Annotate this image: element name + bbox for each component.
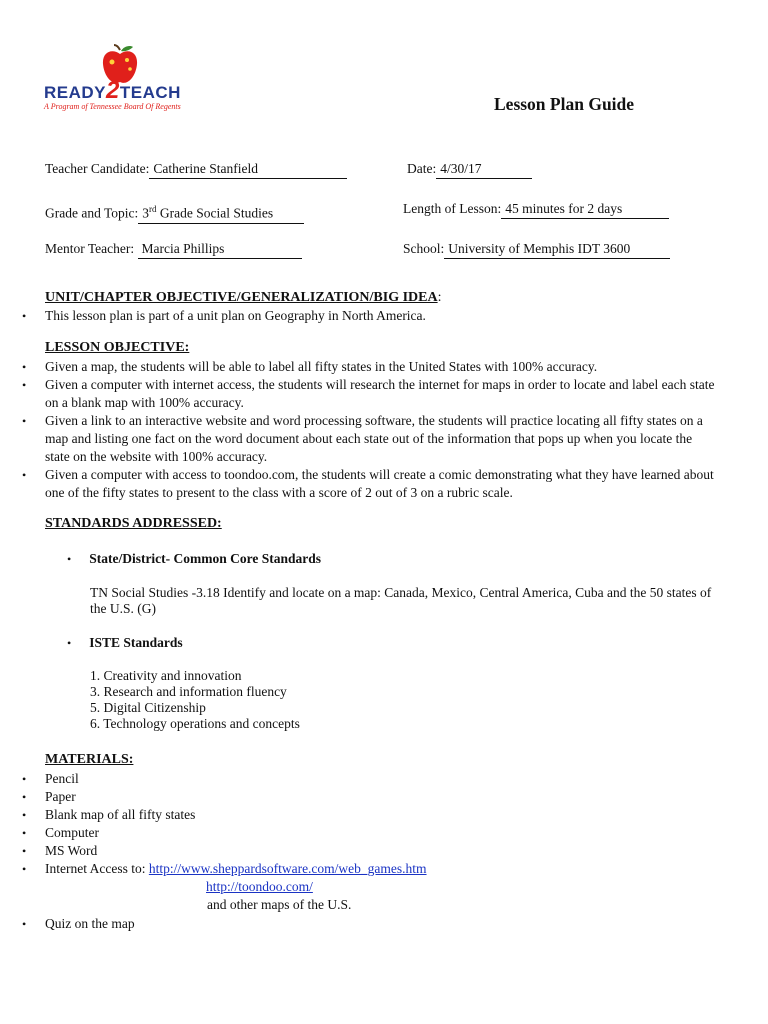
list-item: 6. Technology operations and concepts	[90, 716, 300, 731]
logo	[44, 44, 189, 116]
page-title: Lesson Plan Guide	[494, 94, 635, 114]
materials-heading: MATERIALS:	[45, 752, 134, 767]
sheppard-software-link[interactable]: http://www.sheppardsoftware.com/web_games.htm	[148, 861, 427, 876]
list-item: 3. Research and information fluency	[90, 684, 287, 699]
link-note: and other maps of the U.S.	[207, 897, 352, 912]
list-item: • Computer	[0, 824, 768, 842]
toondoo-link[interactable]: http://toondoo.com/	[206, 879, 313, 894]
unit-objective-heading: UNIT/CHAPTER OBJECTIVE/GENERALIZATION/BIG IDEA:	[45, 290, 442, 305]
list-item: • MS Word	[0, 842, 768, 860]
standards-heading: STANDARDS ADDRESSED:	[45, 516, 222, 531]
lesson-objective-heading: LESSON OBJECTIVE:	[45, 340, 190, 355]
toondoo-link-row	[0, 878, 768, 896]
list-item: • Pencil	[0, 770, 768, 788]
list-item: • Blank map of all fifty states	[0, 806, 768, 824]
list-item: • Given a link to an interactive website and word processing software, the students will practice locating all fifty states on a map and listing one fact on the word document about each state out of the information that pops up when you locate the state on the website with 100% accuracy.	[0, 412, 717, 466]
list-item: • Given a map, the students will be able to label all fifty states in the United States with 100% accuracy.	[0, 358, 717, 376]
grade-topic-field: Grade and Topic: 3rd Grade Social Studies	[45, 200, 304, 224]
logo-wordmark: READY2TEACH	[44, 77, 181, 104]
list-item: • Given a computer with access to toondoo.com, the students will create a comic demonstrating what they have learned about one of the fifty states to present to the class with a score of 2 out of 3 on a rubric scale.	[0, 466, 717, 502]
iste-standards-heading: • ISTE Standards	[67, 635, 183, 650]
list-item: • Quiz on the map	[0, 915, 768, 933]
list-item: 1. Creativity and innovation	[90, 668, 242, 683]
iste-standards-list	[90, 668, 300, 732]
mentor-teacher-field: Mentor Teacher: Marcia Phillips	[45, 240, 302, 259]
unit-objective-section	[0, 288, 768, 325]
lesson-objective-section	[0, 338, 768, 502]
bullet-icon: •	[67, 636, 72, 650]
state-standards-heading: • State/District- Common Core Standards	[67, 551, 322, 566]
school-field: School: University of Memphis IDT 3600	[403, 240, 670, 259]
list-item: • Paper	[0, 788, 768, 806]
logo-tagline: A Program of Tennessee Board Of Regents	[44, 102, 181, 111]
state-standards-text: TN Social Studies -3.18 Identify and locate on a map: Canada, Mexico, Central America, Cuba and the 50 states of the U.S. (G)	[90, 585, 712, 616]
length-of-lesson-field: Length of Lesson: 45 minutes for 2 days	[403, 200, 669, 219]
materials-section	[0, 750, 768, 933]
list-item: • This lesson plan is part of a unit plan on Geography in North America.	[0, 307, 768, 325]
list-item: • Given a computer with internet access, the students will research the internet for maps in order to locate and label each state on a blank map with 100% accuracy.	[0, 376, 717, 412]
date-field: Date: 4/30/17	[407, 160, 532, 179]
list-item-internet: • Internet Access to: http://www.sheppardsoftware.com/web_games.htm	[0, 860, 768, 878]
bullet-icon: •	[67, 552, 72, 566]
teacher-candidate-field: Teacher Candidate: Catherine Stanfield	[45, 160, 347, 179]
list-item: 5. Digital Citizenship	[90, 700, 206, 715]
